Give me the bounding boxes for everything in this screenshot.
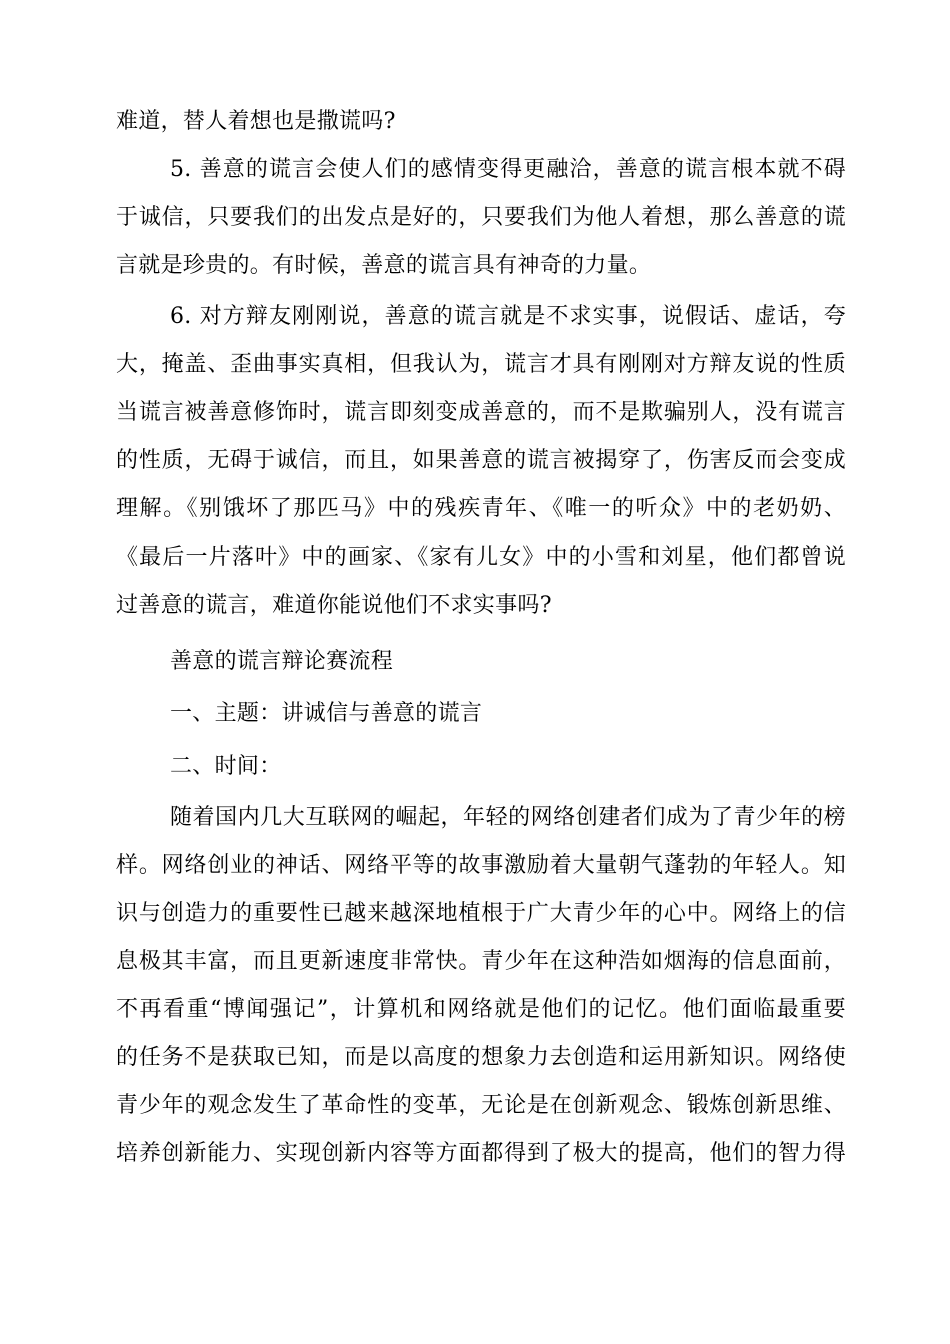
section-heading: 善意的谎言辩论赛流程 <box>170 649 394 674</box>
text-line: 随着国内几大互联网的崛起，年轻的网络创建者们成为了青少年的榜 <box>170 805 846 830</box>
text-line: 《最后一片落叶》中的画家、《家有儿女》中的小雪和刘星，他们都曾说 <box>116 545 846 570</box>
text-line: 青少年的观念发生了革命性的变革，无论是在创新观念、锻炼创新思维、 <box>116 1093 846 1118</box>
text-line: 5. 善意的谎言会使人们的感情变得更融洽，善意的谎言根本就不碍 <box>170 157 846 182</box>
text-line: 难道，替人着想也是撒谎吗? <box>116 109 396 134</box>
text-line: 样。网络创业的神话、网络平等的故事激励着大量朝气蓬勃的年轻人。知 <box>116 853 846 878</box>
text-line: 的任务不是获取已知，而是以高度的想象力去创造和运用新知识。网络使 <box>116 1045 846 1070</box>
text-line: 理解。《别饿坏了那匹马》中的残疾青年、《唯一的听众》中的老奶奶、 <box>116 496 846 521</box>
text-line: 的性质，无碍于诚信，而且，如果善意的谎言被揭穿了，伤害反而会变成 <box>116 448 846 473</box>
text-line: 息极其丰富，而且更新速度非常快。青少年在这种浩如烟海的信息面前， <box>116 949 846 974</box>
text-line: 6. 对方辩友刚刚说，善意的谎言就是不求实事，说假话、虚话，夸 <box>170 304 846 329</box>
text-line: 不再看重“博闻强记”，计算机和网络就是他们的记忆。他们面临最重要 <box>116 997 846 1022</box>
text-line: 识与创造力的重要性已越来越深地植根于广大青少年的心中。网络上的信 <box>116 901 846 926</box>
section-heading: 二、时间： <box>170 754 282 779</box>
text-line: 大，掩盖、歪曲事实真相，但我认为，谎言才具有刚刚对方辩友说的性质 <box>116 352 846 377</box>
text-line: 于诚信，只要我们的出发点是好的，只要我们为他人着想，那么善意的谎 <box>116 205 846 230</box>
text-line: 培养创新能力、实现创新内容等方面都得到了极大的提高，他们的智力得 <box>116 1141 846 1166</box>
text-line: 当谎言被善意修饰时，谎言即刻变成善意的，而不是欺骗别人，没有谎言 <box>116 400 846 425</box>
section-heading: 一、主题：讲诚信与善意的谎言 <box>170 701 483 726</box>
text-line: 言就是珍贵的。有时候，善意的谎言具有神奇的力量。 <box>116 253 652 278</box>
text-line: 过善意的谎言，难道你能说他们不求实事吗? <box>116 593 552 618</box>
